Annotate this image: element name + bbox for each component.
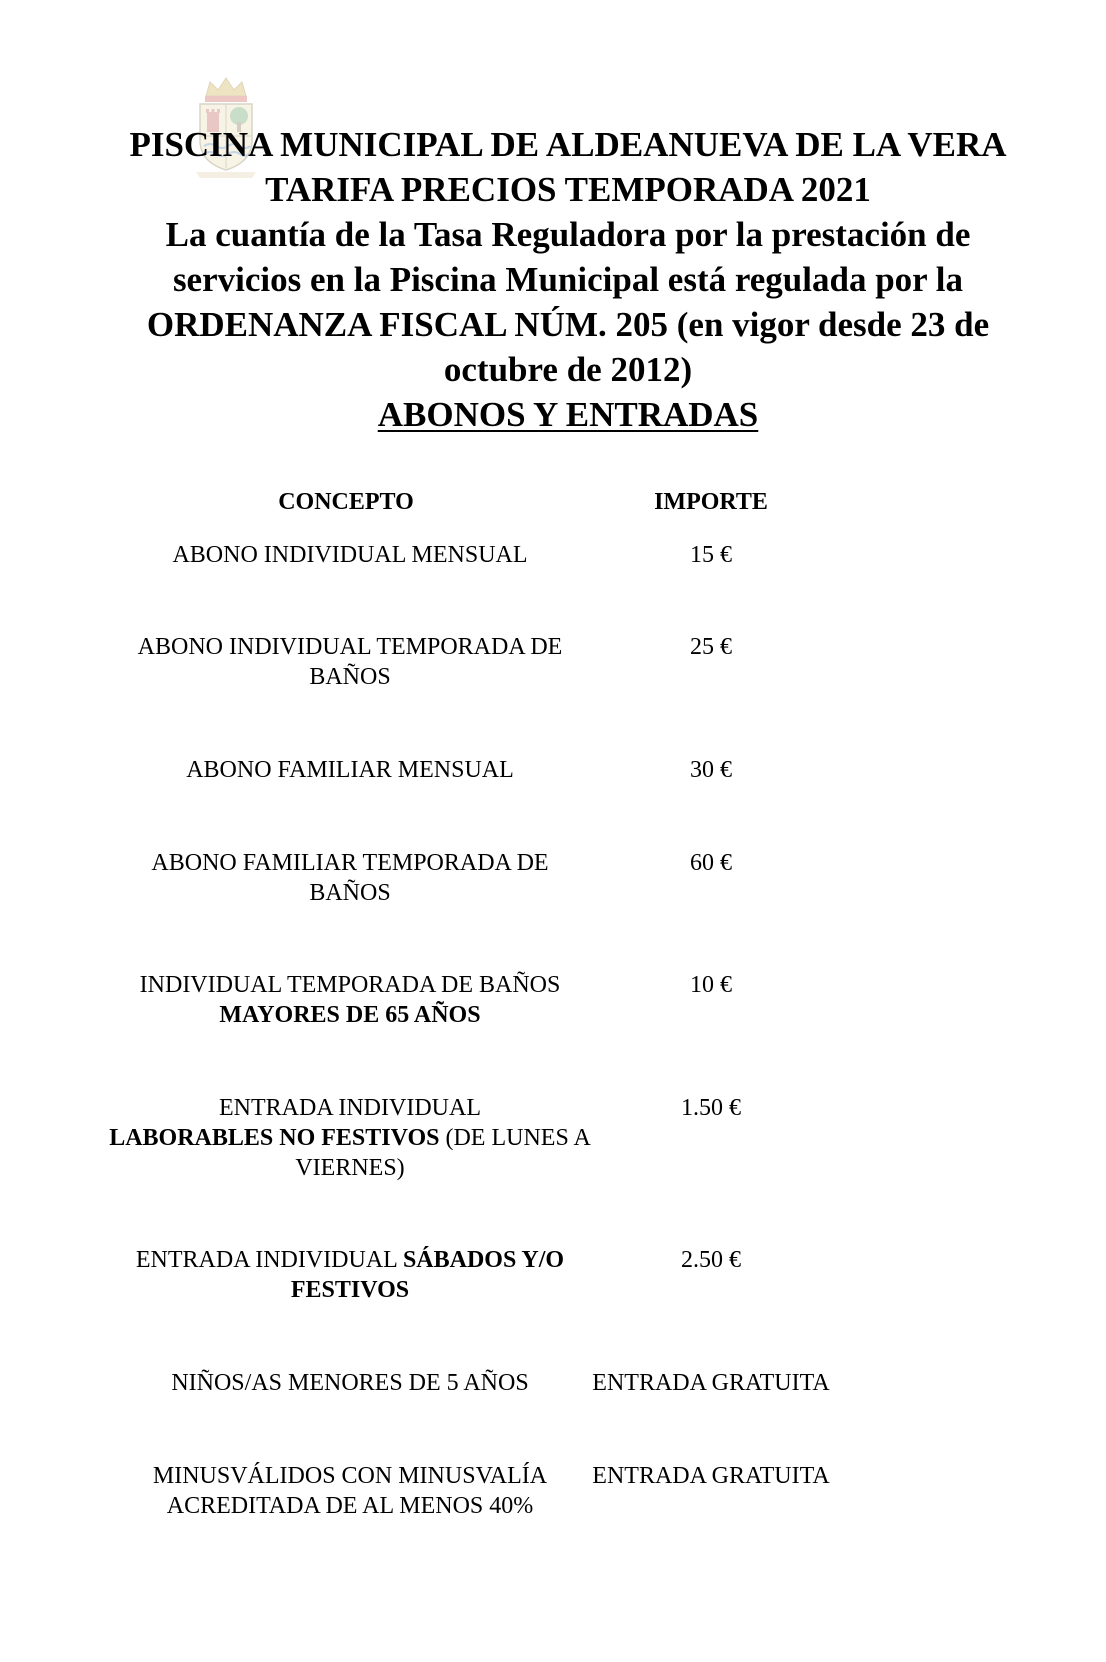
ordinance-statement: La cuantía de la Tasa Reguladora por la prestación de servicios en la Piscina Municipal está regulada por la ORDENANZA FISCAL NÚM. 205 (en vigor desde 23 de octubre de 2012) [146, 215, 990, 389]
document-header [100, 122, 1036, 437]
pool-title: PISCINA MUNICIPAL DE ALDEANUEVA DE LA VERA [129, 125, 1007, 164]
table-row-amount: 60 € [690, 850, 732, 876]
table-row-amount: ENTRADA GRATUITA [592, 1370, 830, 1396]
table-row-amount: 15 € [690, 542, 732, 568]
table-row-amount: 10 € [690, 972, 732, 998]
table-row-concept: ABONO FAMILIAR MENSUAL [186, 757, 514, 783]
table-row-amount: 2.50 € [681, 1247, 741, 1273]
table-row-amount: 1.50 € [681, 1095, 741, 1121]
table-row-amount: ENTRADA GRATUITA [592, 1463, 830, 1489]
table-row-concept: ENTRADA INDIVIDUAL SÁBADOS Y/O FESTIVOS [135, 1247, 565, 1303]
table-row-concept: ABONO INDIVIDUAL TEMPORADA DE BAÑOS [137, 634, 563, 690]
table-row-amount: 25 € [690, 634, 732, 660]
table-row-concept: ABONO INDIVIDUAL MENSUAL [172, 542, 528, 568]
tariff-title: TARIFA PRECIOS TEMPORADA 2021 [265, 170, 871, 209]
table-row-concept: NIÑOS/AS MENORES DE 5 AÑOS [171, 1370, 529, 1396]
section-title: ABONOS Y ENTRADAS [377, 395, 759, 434]
table-row-amount: 30 € [690, 757, 732, 783]
table-row-concept: ABONO FAMILIAR TEMPORADA DE BAÑOS [151, 850, 549, 906]
table-row-concept: INDIVIDUAL TEMPORADA DE BAÑOS MAYORES DE 65 AÑOS [139, 972, 561, 1028]
table-row-concept: MINUSVÁLIDOS CON MINUSVALÍA ACREDITADA DE AL MENOS 40% [152, 1463, 548, 1519]
table-row-concept: ENTRADA INDIVIDUAL LABORABLES NO FESTIVOS (DE LUNES A VIERNES) [109, 1095, 591, 1181]
